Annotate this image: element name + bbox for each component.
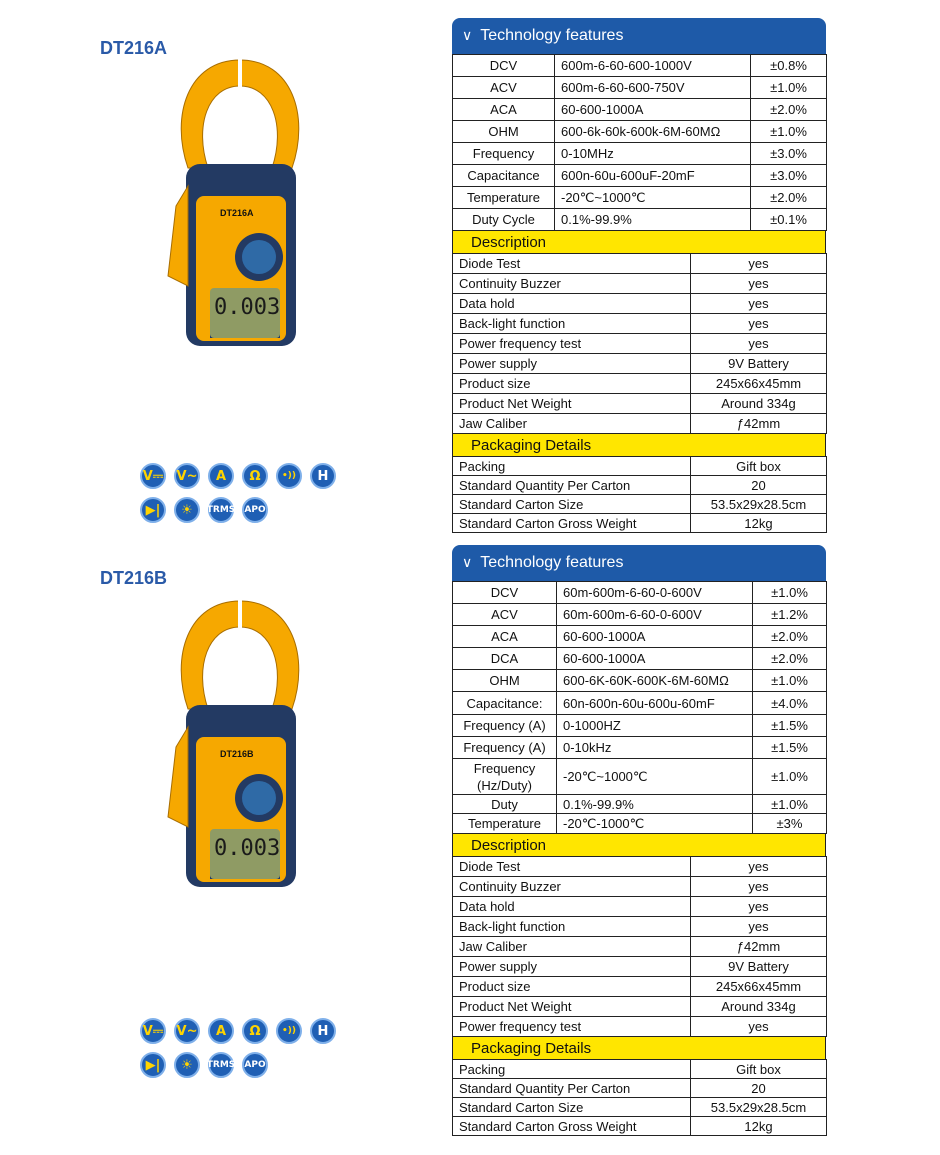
table-cell: ±0.8% [751, 55, 827, 77]
spec-panel [452, 18, 826, 533]
table-cell: ±1.0% [753, 582, 827, 604]
table-cell: DCV [453, 582, 557, 604]
feature-icon: A [208, 463, 234, 489]
table-cell: ACV [453, 604, 557, 626]
section-header: Packaging Details [452, 1037, 826, 1059]
table-cell: 60m-600m-6-60-0-600V [557, 604, 753, 626]
table-row [453, 937, 827, 957]
table-cell: yes [691, 274, 827, 294]
table-cell: Packing [453, 457, 691, 476]
table-row [453, 857, 827, 877]
table-cell: ±4.0% [753, 692, 827, 715]
table-cell: 0-10kHz [557, 737, 753, 759]
table-row [453, 997, 827, 1017]
table-cell: 60n-600n-60u-600u-60mF [557, 692, 753, 715]
table-cell: 600n-60u-600uF-20mF [555, 165, 751, 187]
table-cell: 12kg [691, 1117, 827, 1136]
table-row [453, 165, 827, 187]
feature-icon: A [208, 1018, 234, 1044]
table-cell: Duty Cycle [453, 209, 555, 231]
table-cell: Continuity Buzzer [453, 274, 691, 294]
feature-icons [140, 463, 350, 531]
table-cell: yes [691, 314, 827, 334]
table-row [453, 692, 827, 715]
feature-icon: ☀ [174, 497, 200, 523]
table-cell: Around 334g [691, 394, 827, 414]
table-cell: Gift box [691, 457, 827, 476]
model-title: DT216B [100, 568, 168, 588]
table-row [453, 209, 827, 231]
table-cell: Frequency (A) [453, 737, 557, 759]
table-row [453, 670, 827, 692]
pack-table [452, 1059, 827, 1136]
table-cell: Power supply [453, 354, 691, 374]
table-row [453, 1060, 827, 1079]
table-cell: Temperature [453, 814, 557, 834]
desc-table [452, 856, 827, 1037]
table-row [453, 354, 827, 374]
table-cell: ±1.0% [753, 759, 827, 795]
table-cell: Temperature [453, 187, 555, 209]
table-row [453, 582, 827, 604]
section-header: Description [452, 834, 826, 856]
table-row [453, 1117, 827, 1136]
table-cell: 12kg [691, 514, 827, 533]
table-cell: 60-600-1000A [557, 626, 753, 648]
table-row [453, 77, 827, 99]
table-cell: Jaw Caliber [453, 414, 691, 434]
table-row [453, 143, 827, 165]
clamp-meter-image [158, 597, 323, 889]
feature-icon: •)) [276, 1018, 302, 1044]
table-cell: ±3.0% [751, 143, 827, 165]
table-cell: 245x66x45mm [691, 977, 827, 997]
table-cell: yes [691, 294, 827, 314]
table-cell: Frequency (Hz/Duty) [453, 759, 557, 795]
table-cell: 600m-6-60-600-750V [555, 77, 751, 99]
table-row [453, 514, 827, 533]
table-row [453, 626, 827, 648]
lcd-reading: 0.003 [214, 295, 281, 320]
table-cell: Diode Test [453, 857, 691, 877]
meter-brand-label: DT216B [220, 749, 254, 759]
feature-icon: TRMS [208, 497, 234, 523]
table-cell: ±3.0% [751, 165, 827, 187]
table-cell: ±0.1% [751, 209, 827, 231]
table-row [453, 1079, 827, 1098]
table-cell: Standard Quantity Per Carton [453, 476, 691, 495]
feature-icon: H [310, 1018, 336, 1044]
table-row [453, 187, 827, 209]
table-cell: Standard Carton Gross Weight [453, 1117, 691, 1136]
feature-icon: ▶| [140, 1052, 166, 1078]
table-cell: yes [691, 877, 827, 897]
table-cell: ±1.0% [751, 77, 827, 99]
feature-icon: ☀ [174, 1052, 200, 1078]
table-cell: DCA [453, 648, 557, 670]
table-cell: 0.1%-99.9% [555, 209, 751, 231]
table-cell: ±2.0% [751, 187, 827, 209]
table-cell: ±2.0% [751, 99, 827, 121]
table-cell: 245x66x45mm [691, 374, 827, 394]
table-cell: yes [691, 254, 827, 274]
table-cell: 20 [691, 1079, 827, 1098]
table-cell: ±1.5% [753, 737, 827, 759]
tech-title: Technology features [480, 554, 624, 571]
table-row [453, 977, 827, 997]
table-cell: 600-6k-60k-600k-6M-60MΩ [555, 121, 751, 143]
table-cell: ±1.0% [751, 121, 827, 143]
table-cell: Data hold [453, 897, 691, 917]
table-row [453, 334, 827, 354]
table-cell: -20℃~1000℃ [557, 759, 753, 795]
table-row [453, 374, 827, 394]
table-cell: ACA [453, 99, 555, 121]
table-row [453, 394, 827, 414]
table-cell: Packing [453, 1060, 691, 1079]
feature-icon: V⎓ [140, 463, 166, 489]
section-header: Packaging Details [452, 434, 826, 456]
table-cell: Frequency [453, 143, 555, 165]
table-cell: -20℃-1000℃ [557, 814, 753, 834]
table-row [453, 414, 827, 434]
table-row [453, 476, 827, 495]
tech-table [452, 581, 827, 834]
table-cell: Diode Test [453, 254, 691, 274]
table-row [453, 957, 827, 977]
table-row [453, 1017, 827, 1037]
feature-icon: Ω [242, 1018, 268, 1044]
table-row [453, 648, 827, 670]
tech-header [452, 18, 826, 54]
desc-table [452, 253, 827, 434]
meter-brand-label: DT216A [220, 208, 254, 218]
table-cell: 53.5x29x28.5cm [691, 1098, 827, 1117]
table-row [453, 604, 827, 626]
table-cell: Back-light function [453, 314, 691, 334]
table-cell: ±1.0% [753, 795, 827, 814]
table-row [453, 897, 827, 917]
table-cell: Around 334g [691, 997, 827, 1017]
tech-table [452, 54, 827, 231]
table-row [453, 877, 827, 897]
table-cell: 0.1%-99.9% [557, 795, 753, 814]
table-cell: ±2.0% [753, 648, 827, 670]
table-cell: 20 [691, 476, 827, 495]
table-cell: 600m-6-60-600-1000V [555, 55, 751, 77]
spec-panel [452, 545, 826, 1136]
table-cell: Product Net Weight [453, 394, 691, 414]
tech-title: Technology features [480, 27, 624, 44]
table-cell: Capacitance: [453, 692, 557, 715]
table-cell: 9V Battery [691, 354, 827, 374]
feature-icon: Ω [242, 463, 268, 489]
feature-icon: APO [242, 1052, 268, 1078]
feature-icon: V~ [174, 1018, 200, 1044]
table-cell: ±1.2% [753, 604, 827, 626]
table-cell: yes [691, 897, 827, 917]
table-cell: Jaw Caliber [453, 937, 691, 957]
feature-icon: •)) [276, 463, 302, 489]
table-row [453, 99, 827, 121]
table-row [453, 917, 827, 937]
table-row [453, 314, 827, 334]
table-cell: ±1.0% [753, 670, 827, 692]
feature-icon: TRMS [208, 1052, 234, 1078]
table-cell: 53.5x29x28.5cm [691, 495, 827, 514]
table-cell: Power frequency test [453, 1017, 691, 1037]
table-cell: Continuity Buzzer [453, 877, 691, 897]
table-cell: yes [691, 334, 827, 354]
table-cell: ƒ42mm [691, 937, 827, 957]
table-row [453, 1098, 827, 1117]
clamp-meter-image [158, 56, 323, 348]
table-cell: Standard Carton Size [453, 495, 691, 514]
table-row [453, 274, 827, 294]
table-cell: Standard Carton Size [453, 1098, 691, 1117]
table-row [453, 737, 827, 759]
table-cell: OHM [453, 670, 557, 692]
section-header: Description [452, 231, 826, 253]
table-cell: 9V Battery [691, 957, 827, 977]
table-cell: ±2.0% [753, 626, 827, 648]
table-cell: ACA [453, 626, 557, 648]
table-cell: DCV [453, 55, 555, 77]
table-cell: 60m-600m-6-60-0-600V [557, 582, 753, 604]
table-cell: Gift box [691, 1060, 827, 1079]
lcd-reading: 0.003 [214, 836, 281, 861]
table-cell: ±3% [753, 814, 827, 834]
feature-icon: ▶| [140, 497, 166, 523]
table-row [453, 814, 827, 834]
table-cell: ACV [453, 77, 555, 99]
feature-icon: H [310, 463, 336, 489]
table-cell: Power frequency test [453, 334, 691, 354]
chevron-down-icon: ∨ [462, 555, 473, 571]
table-cell: Power supply [453, 957, 691, 977]
table-cell: Standard Quantity Per Carton [453, 1079, 691, 1098]
feature-icon: APO [242, 497, 268, 523]
table-row [453, 294, 827, 314]
table-cell: 0-1000HZ [557, 715, 753, 737]
table-cell: yes [691, 1017, 827, 1037]
table-cell: Frequency (A) [453, 715, 557, 737]
table-cell: Duty [453, 795, 557, 814]
table-cell: Standard Carton Gross Weight [453, 514, 691, 533]
table-cell: Product Net Weight [453, 997, 691, 1017]
table-cell: Capacitance [453, 165, 555, 187]
feature-icon: V~ [174, 463, 200, 489]
table-row [453, 495, 827, 514]
table-row [453, 759, 827, 795]
chevron-down-icon: ∨ [462, 28, 473, 44]
table-cell: 60-600-1000A [555, 99, 751, 121]
table-cell: 600-6K-60K-600K-6M-60MΩ [557, 670, 753, 692]
table-cell: 0-10MHz [555, 143, 751, 165]
table-cell: Product size [453, 374, 691, 394]
table-row [453, 254, 827, 274]
feature-icon: V⎓ [140, 1018, 166, 1044]
table-cell: -20℃~1000℃ [555, 187, 751, 209]
table-row [453, 121, 827, 143]
feature-icons [140, 1018, 350, 1086]
table-row [453, 715, 827, 737]
table-cell: Back-light function [453, 917, 691, 937]
table-cell: Product size [453, 977, 691, 997]
table-cell: ±1.5% [753, 715, 827, 737]
pack-table [452, 456, 827, 533]
table-cell: yes [691, 917, 827, 937]
tech-header [452, 545, 826, 581]
table-cell: Data hold [453, 294, 691, 314]
table-row [453, 795, 827, 814]
table-cell: 60-600-1000A [557, 648, 753, 670]
table-cell: yes [691, 857, 827, 877]
model-title: DT216A [100, 38, 168, 58]
table-cell: OHM [453, 121, 555, 143]
table-cell: ƒ42mm [691, 414, 827, 434]
table-row [453, 55, 827, 77]
table-row [453, 457, 827, 476]
